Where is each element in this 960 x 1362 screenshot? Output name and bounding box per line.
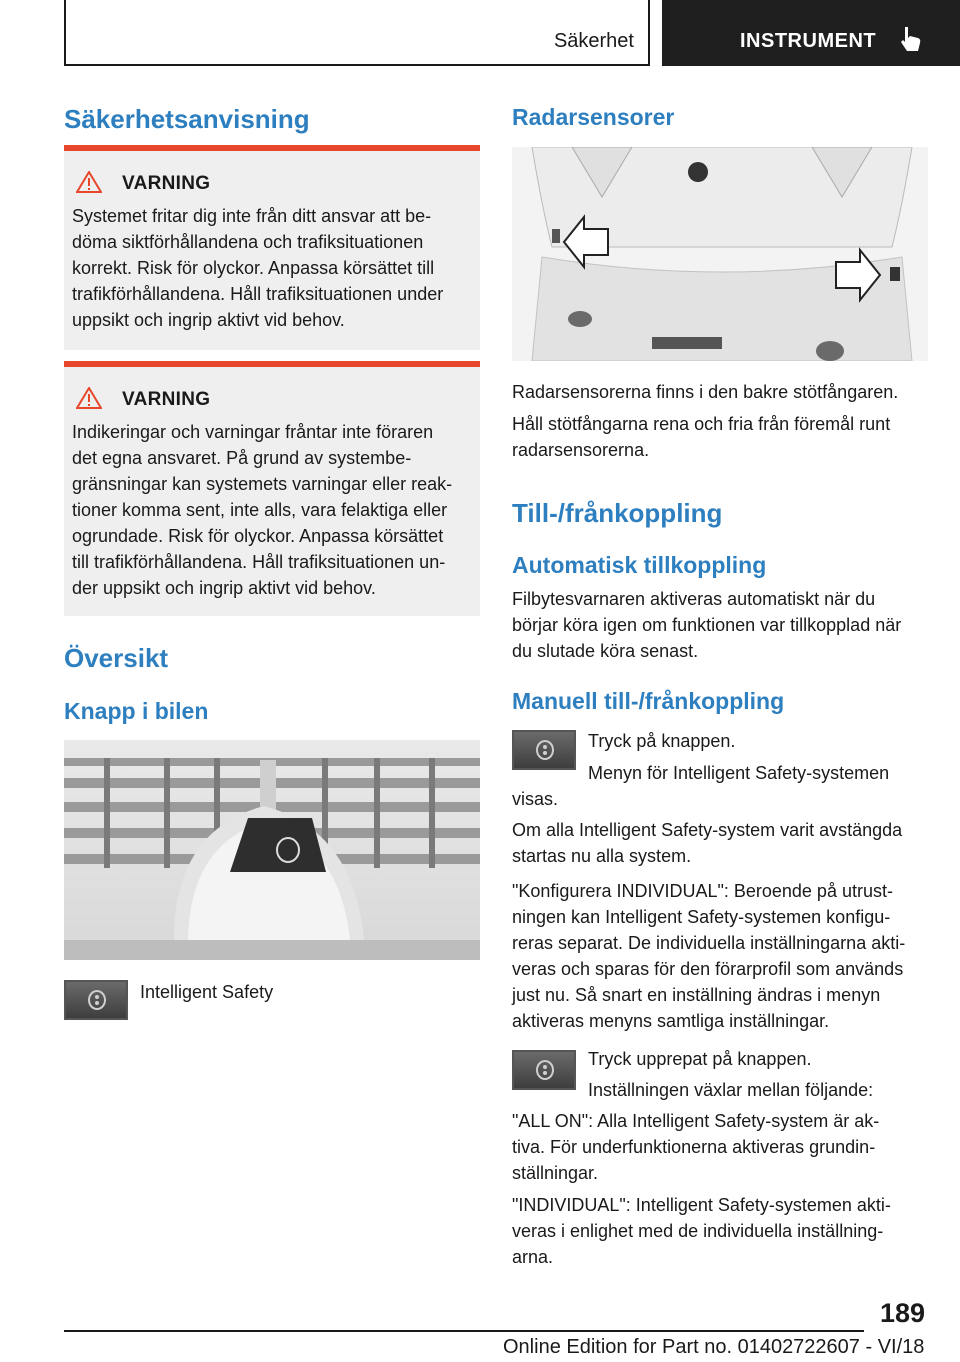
step-1: Tryck på knappen. (588, 731, 736, 751)
button-caption: Intelligent Safety (140, 982, 274, 1002)
warning-line: till trafikförhållandena. Håll trafiksituationen un- (72, 552, 446, 572)
warning-line: Indikeringar och varningar fråntar inte föraren (72, 422, 434, 442)
paragraph-line: "Konfigurera INDIVIDUAL": Beroende på utrust- (512, 881, 893, 901)
warning-line: tioner komma sent, inte alls, vara felaktiga eller (72, 500, 448, 520)
intelligent-safety-button-icon (512, 1050, 576, 1090)
car-rear-image (512, 147, 928, 361)
paragraph-line: ningen kan Intelligent Safety-systemen konfigu- (512, 907, 891, 927)
page-number: 189 (880, 1298, 926, 1328)
paragraph-line: "INDIVIDUAL": Intelligent Safety-systemen akti- (512, 1195, 891, 1215)
configure-paragraph (512, 878, 928, 1034)
paragraph-line: Om alla Intelligent Safety-system varit avstängda (512, 820, 903, 840)
radar-paragraph-2 (512, 411, 928, 463)
warning-line: Systemet fritar dig inte från ditt ansvar att be- (72, 206, 432, 226)
warning-box-2 (64, 361, 480, 616)
step-1-result-cont: visas. (512, 789, 559, 809)
footer-edition: Online Edition for Part no. 01402722607 - VI/18 (503, 1336, 925, 1358)
warning-line: der uppsikt och ingrip aktivt vid behov. (72, 578, 376, 598)
warning-label: VARNING (122, 389, 211, 410)
radar-paragraph-1: Radarsensorerna finns i den bakre stötfångaren. (512, 382, 899, 402)
warning-line: döma siktförhållandena och trafiksituationen (72, 232, 424, 252)
paragraph-line: radarsensorerna. (512, 440, 650, 460)
paragraph-line: reras separat. De individuella inställningarna akti- (512, 933, 906, 953)
intelligent-safety-button-icon (64, 980, 128, 1020)
auto-paragraph (512, 586, 928, 664)
warning-box-1 (64, 145, 480, 350)
paragraph-line: Filbytesvarnaren aktiveras automatiskt när du (512, 589, 876, 609)
individual-paragraph (512, 1192, 928, 1270)
car-grille-image (64, 740, 480, 960)
header-section-box (64, 0, 650, 66)
warning-label: VARNING (122, 173, 211, 194)
page-title: Säkerhetsanvisning (64, 104, 310, 134)
step-1-result: Menyn för Intelligent Safety-systemen (588, 763, 890, 783)
paragraph-line: veras och sparas för den förarprofil som används (512, 959, 904, 979)
warning-triangle-icon (76, 171, 102, 193)
paragraph-line: aktiveras menyns samtliga inställningar. (512, 1011, 830, 1031)
warning-text (72, 419, 470, 601)
step-2-result: Inställningen växlar mellan följande: (588, 1080, 874, 1100)
step-2: Tryck upprepat på knappen. (588, 1049, 812, 1069)
footer-divider (64, 1330, 864, 1332)
paragraph-line: Håll stötfångarna rena och fria från föremål runt (512, 414, 891, 434)
warning-text (72, 203, 470, 333)
intelligent-safety-button-icon (512, 730, 576, 770)
paragraph-line: du slutade köra senast. (512, 641, 699, 661)
header-chapter-label: INSTRUMENT (740, 30, 877, 52)
paragraph-line: startas nu alla system. (512, 846, 692, 866)
section-title-onoff: Till-/frånkoppling (512, 498, 723, 528)
warning-line: korrekt. Risk för olyckor. Anpassa körsättet till (72, 258, 435, 278)
pointing-hand-icon (896, 24, 926, 54)
header-chapter-tab (662, 0, 960, 66)
paragraph-line: ställningar. (512, 1163, 599, 1183)
warning-line: ogrundade. Risk för olyckor. Anpassa körsättet (72, 526, 444, 546)
paragraph-line: arna. (512, 1247, 554, 1267)
paragraph-line: just nu. Så snart en inställning ändras i menyn (512, 985, 881, 1005)
warning-line: trafikförhållandena. Håll trafiksituationen under (72, 284, 444, 304)
subsection-title-button: Knapp i bilen (64, 698, 209, 724)
section-title-overview: Översikt (64, 643, 169, 673)
header-section-label: Säkerhet (553, 30, 634, 52)
warning-line: det egna ansvaret. På grund av systembe- (72, 448, 412, 468)
all-on-paragraph (512, 1108, 928, 1186)
all-off-paragraph (512, 817, 928, 869)
subsection-title-manual: Manuell till-/frånkoppling (512, 688, 785, 714)
warning-triangle-icon (76, 387, 102, 409)
section-title-radar: Radarsensorer (512, 104, 675, 130)
warning-line: gränsningar kan systemets varningar eller reak- (72, 474, 453, 494)
warning-line: uppsikt och ingrip aktivt vid behov. (72, 310, 345, 330)
paragraph-line: tiva. För underfunktionerna aktiveras grundin- (512, 1137, 876, 1157)
paragraph-line: veras i enlighet med de individuella inställning- (512, 1221, 884, 1241)
paragraph-line: börjar köra igen om funktionen var tillkopplad när (512, 615, 902, 635)
subsection-title-auto: Automatisk tillkoppling (512, 552, 767, 578)
paragraph-line: "ALL ON": Alla Intelligent Safety-system är ak- (512, 1111, 880, 1131)
